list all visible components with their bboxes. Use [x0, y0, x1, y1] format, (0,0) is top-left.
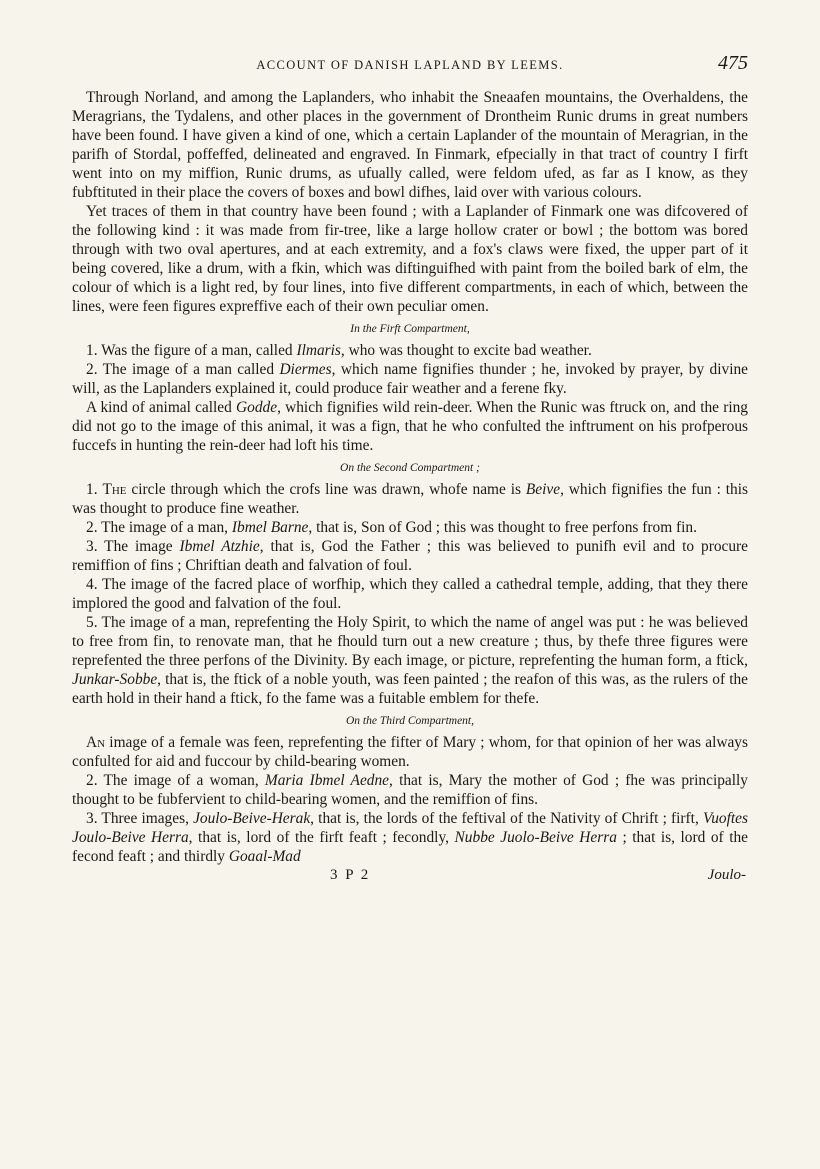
paragraph-intro: Through Norland, and among the Laplanders, who inhabit the Sneaafen mountains, the Overhaldens, the Meragrians, the Tydalens, and other places in the government of Drontheim Runic drums in great numbers have been found. I have given a kind of one, which a certain Laplander of the mountain of Meragrian, in the parifh of Stordal, poffeffed, delineated and engraved. In Finmark, efpecially in that tract of country I firft went into on my miffion, Runic drums, as ufually called, were feldom ufed, as far as I know, as they fubftituted in their place the covers of boxes and bowl difhes, laid over with various colours. [72, 89, 748, 201]
signature-mark: 3 P 2 [330, 867, 371, 883]
second-item-1: 1. The circle through which the crofs line was drawn, whofe name is Beive, which fignifies the fun : this was thought to produce fine weather. [72, 481, 749, 517]
running-title: ACCOUNT OF DANISH LAPLAND BY LEEMS. [256, 58, 564, 72]
name-ibmel-atzhie: Ibmel Atzhie [179, 538, 260, 555]
third-item-1: An image of a female was feen, reprefenting the fifter of Mary ; whom, for that opinion of her was always confulted for aid and fuccour by child-bearing women. [72, 734, 748, 770]
name-junkar-sobbe: Junkar-Sobbe [72, 671, 158, 688]
heading-third-compartment: On the Third Compartment, [346, 715, 474, 727]
second-item-4: 4. The image of the facred place of worfhip, which they called a cathedral temple, adding, that they there implored the good and falvation of the foul. [72, 576, 748, 612]
heading-second-compartment: On the Second Compartment ; [340, 462, 480, 474]
catchword: Joulo- [707, 867, 746, 883]
body-text [72, 88, 748, 886]
third-item-3: 3. Three images, Joulo-Beive-Herak, that is, the lords of the feftival of the Nativity of Chrift ; firft, Vuoftes Joulo-Beive Herra, that is, lord of the firft feaft ; fecondly, Nubbe Juolo-Beive Herra ; that is, lord of the fecond feaft ; and thirdly Goaal-Mad [72, 810, 749, 865]
name-beive: Beive [525, 481, 561, 498]
second-item-5: 5. The image of a man, reprefenting the Holy Spirit, to which the name of angel was put : he was believed to free from fin, to renovate man, that he fhould turn out a new creature ; thus, by thefe three figures were reprefented the three perfons of the Divinity. By each image, or picture, reprefenting the human form, a ftick, Junkar-Sobbe, that is, the ftick of a noble youth, was feen painted ; the reafon of this was, as the rulers of the earth hold in their hand a ftick, fo the fame was a fuitable emblem for thefe. [72, 614, 748, 707]
heading-first-compartment: In the Firft Compartment, [350, 323, 470, 335]
name-ibmel-barne: Ibmel Barne [231, 519, 309, 536]
second-item-2: 2. The image of a man, Ibmel Barne, that is, Son of God ; this was thought to free perfons from fin. [86, 519, 697, 536]
name-maria-ibmel-aedne: Maria Ibmel Aedne [264, 772, 390, 789]
first-item-2: 2. The image of a man called Diermes, which name fignifies thunder ; he, invoked by prayer, by divine will, as the Laplanders explained it, could produce fair weather and a ferene fky. [72, 361, 749, 397]
name-goaal-mad: Goaal-Mad [228, 848, 301, 865]
first-item-1: 1. Was the figure of a man, called Ilmaris, who was thought to excite bad weather. [86, 342, 592, 359]
name-vuoftes: Vuoftes Joulo-Beive Herra [72, 810, 748, 846]
name-joulo-beive-herak: Joulo-Beive-Herak [193, 810, 311, 827]
name-diermes: Diermes [279, 361, 332, 378]
first-item-3: A kind of animal called Godde, which fignifies wild rein-deer. When the Runic was ftruck on, and the ring did not go to the image of this animal, it was a fign, that he who confulted the inftrument on his profperous fuccefs in hunting the rein-deer had loft his time. [72, 399, 748, 454]
paragraph-finmark-drum: Yet traces of them in that country have been found ; with a Laplander of Finmark one was difcovered of the following kind : it was made from fir-tree, like a large hollow crater or bowl ; the bottom was bored through with two oval apertures, and at each extremity, and a fox's claws were fixed, the upper part of it being covered, like a drum, with a fkin, which was diftinguifhed with paint from the boiled bark of elm, the colour of which is a light red, by four lines, into five different compartments, in each of which, between the lines, were feen figures expreffive each of their own peculiar omen. [72, 203, 748, 315]
page-number: 475 [718, 52, 748, 74]
name-ilmaris: Ilmaris [296, 342, 341, 359]
second-item-3: 3. The image Ibmel Atzhie, that is, God the Father ; this was believed to punifh evil and to procure remiffion of fins ; Chriftian death and falvation of foul. [72, 538, 748, 574]
third-item-2: 2. The image of a woman, Maria Ibmel Aedne, that is, Mary the mother of God ; fhe was principally thought to be fubfervient to child-bearing women, and the remiffion of fins. [72, 772, 748, 808]
running-head [72, 52, 748, 82]
name-nubbe: Nubbe Juolo-Beive Herra [454, 829, 617, 846]
name-godde: Godde [236, 399, 278, 416]
page-footer [72, 866, 748, 886]
